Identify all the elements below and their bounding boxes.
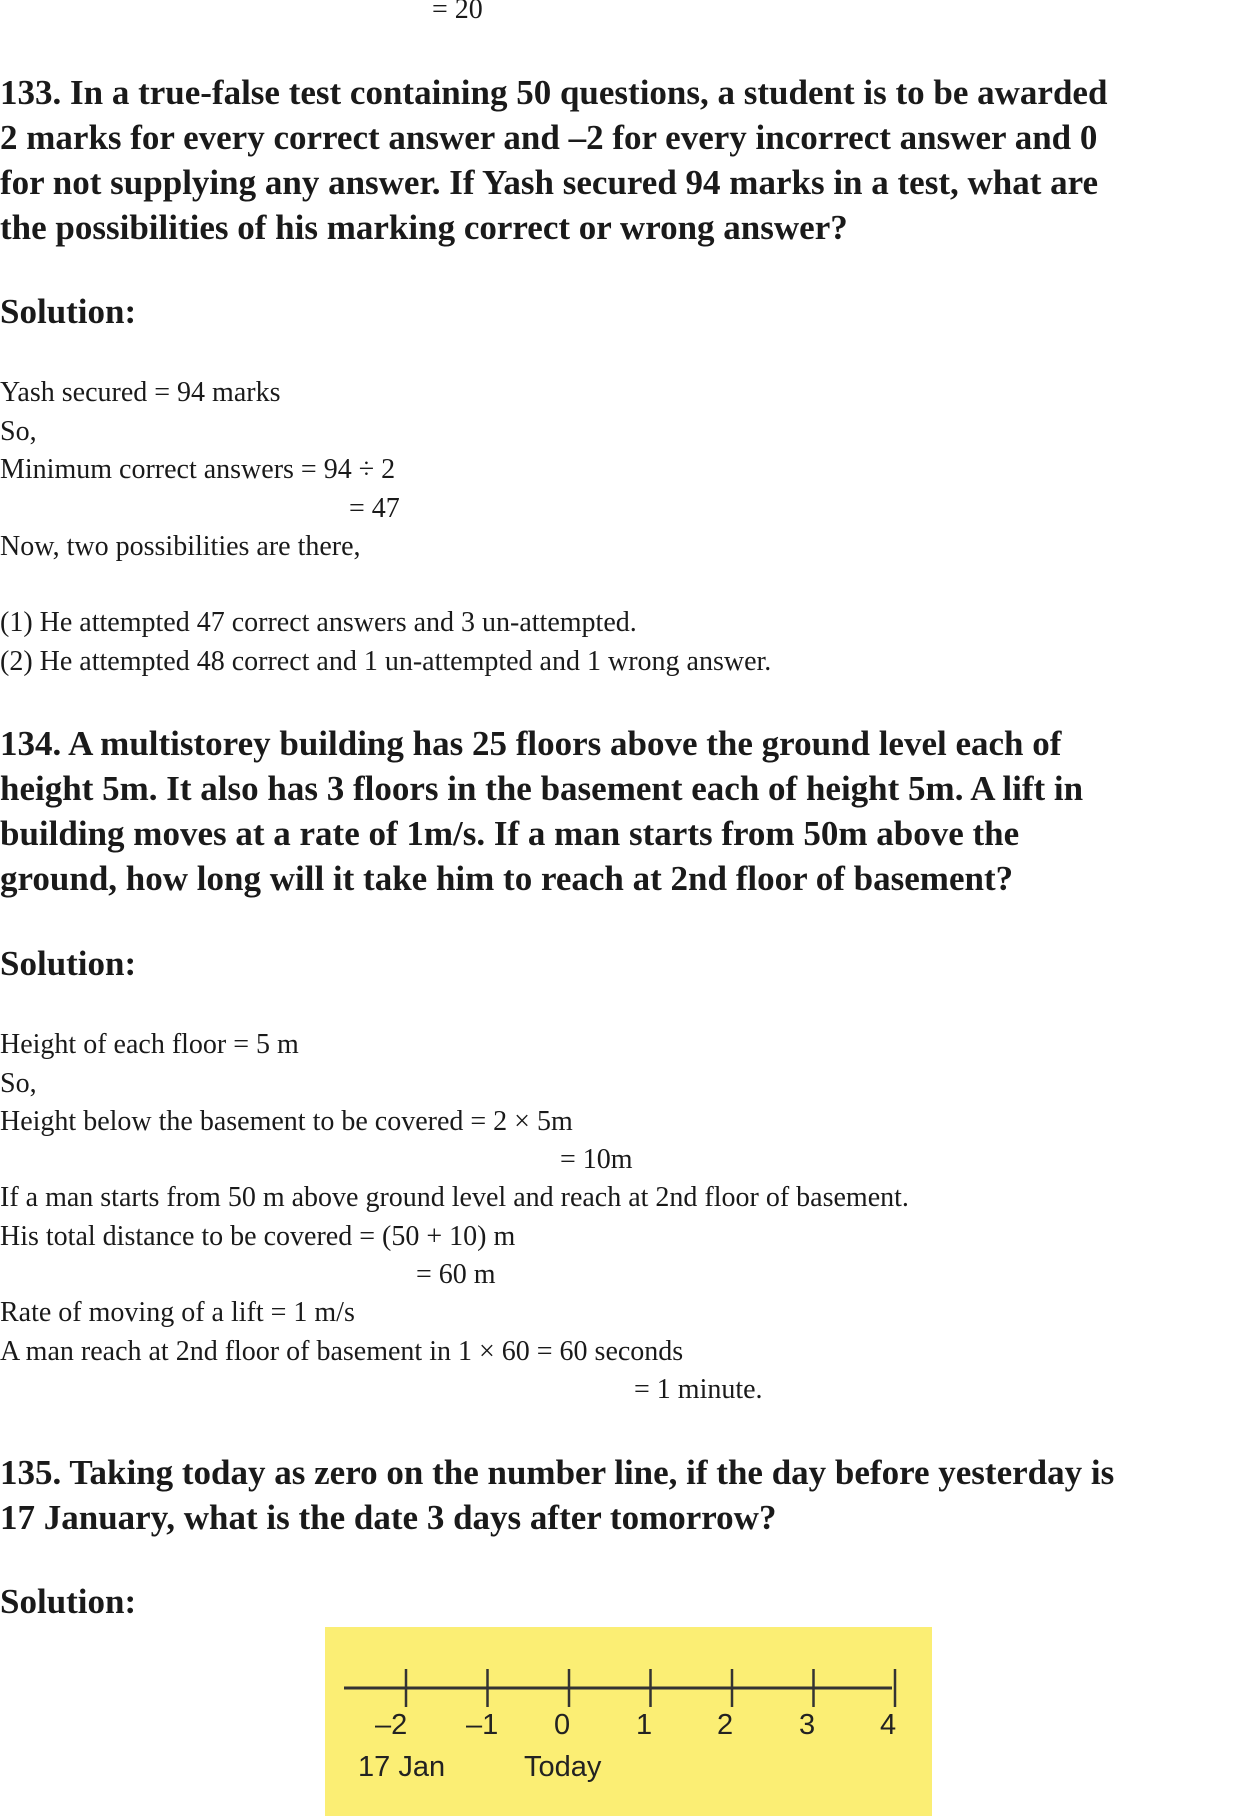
solution-line: Minimum correct answers = 94 ÷ 2 — [0, 454, 396, 485]
question-line: 135. Taking today as zero on the number line, if the day before yesterday is — [0, 1453, 1115, 1492]
solution-line: Height of each floor = 5 m — [0, 1029, 299, 1060]
number-line — [325, 1627, 932, 1816]
solution-line: A man reach at 2nd floor of basement in 1 × 60 = 60 seconds — [0, 1336, 684, 1367]
tick-label: 2 — [717, 1709, 734, 1741]
solution-line: (1) He attempted 47 correct answers and 3 un-attempted. — [0, 607, 637, 638]
solution-heading: Solution: — [0, 1582, 137, 1621]
question-line: 17 January, what is the date 3 days after tomorrow? — [0, 1498, 777, 1537]
question-line: the possibilities of his marking correct or wrong answer? — [0, 208, 848, 247]
question-line: 2 marks for every correct answer and –2 for every incorrect answer and 0 — [0, 118, 1098, 157]
solution-line: His total distance to be covered = (50 + 10) m — [0, 1221, 516, 1252]
tick-label: 1 — [636, 1709, 653, 1741]
tick-label: –1 — [466, 1709, 499, 1741]
tick-label: 3 — [799, 1709, 816, 1741]
tick-label: 0 — [554, 1709, 571, 1741]
solution-heading: Solution: — [0, 944, 137, 983]
label-17-jan: 17 Jan — [358, 1751, 446, 1783]
solution-line: Yash secured = 94 marks — [0, 377, 281, 408]
question-line: for not supplying any answer. If Yash secured 94 marks in a test, what are — [0, 163, 1099, 202]
solution-line: = 10m — [560, 1144, 633, 1175]
question-line: height 5m. It also has 3 floors in the basement each of height 5m. A lift in — [0, 769, 1084, 808]
label-today: Today — [524, 1751, 602, 1783]
tick-label: 4 — [880, 1709, 897, 1741]
solution-line: = 1 minute. — [634, 1374, 763, 1405]
solution-line: (2) He attempted 48 correct and 1 un-attempted and 1 wrong answer. — [0, 646, 772, 677]
solution-line: = 47 — [349, 493, 400, 524]
question-line: 133. In a true-false test containing 50 questions, a student is to be awarded — [0, 73, 1108, 112]
question-line: ground, how long will it take him to reach at 2nd floor of basement? — [0, 859, 1014, 898]
top-result: = 20 — [432, 0, 483, 25]
solution-line: Rate of moving of a lift = 1 m/s — [0, 1297, 355, 1328]
question-line: building moves at a rate of 1m/s. If a man starts from 50m above the — [0, 814, 1020, 853]
solution-line: = 60 m — [416, 1259, 496, 1290]
question-line: 134. A multistorey building has 25 floors above the ground level each of — [0, 724, 1062, 763]
tick-label: –2 — [375, 1709, 408, 1741]
solution-line: So, — [0, 1068, 37, 1099]
solution-line: So, — [0, 416, 37, 447]
solution-heading: Solution: — [0, 292, 137, 331]
solution-line: Now, two possibilities are there, — [0, 531, 361, 562]
number-line-figure — [325, 1627, 932, 1816]
solution-line: If a man starts from 50 m above ground level and reach at 2nd floor of basement. — [0, 1182, 909, 1213]
solution-line: Height below the basement to be covered = 2 × 5m — [0, 1106, 573, 1137]
